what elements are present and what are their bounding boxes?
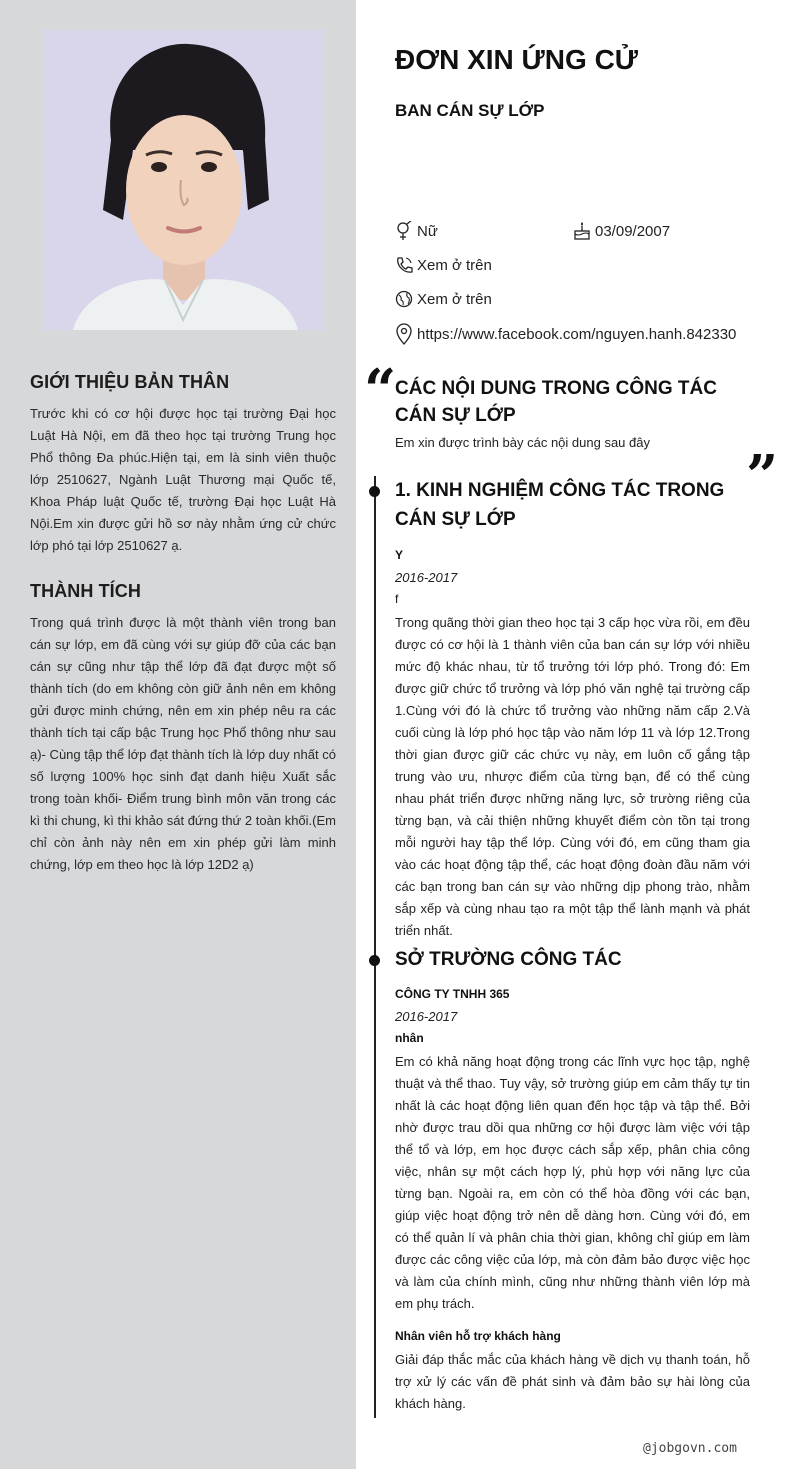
birthday-value: 03/09/2007: [595, 222, 671, 240]
phone-icon: [395, 255, 413, 275]
globe-icon: [395, 289, 413, 309]
strengths-role: nhân: [395, 1031, 424, 1045]
strengths-description-2: Giải đáp thắc mắc của khách hàng về dịch vụ thanh toán, hỗ trợ xử lý các vấn đề phát sinh và đảm bảo sự hài lòng của khách hàng.: [395, 1352, 750, 1411]
website-link[interactable]: https://www.facebook.com/nguyen.hanh.842330: [417, 325, 737, 343]
achievements-section: [30, 581, 336, 876]
about-section: [30, 372, 336, 557]
birthday-row: [573, 221, 670, 241]
content-intro: Em xin được trình bày các nội dung sau đây: [395, 435, 650, 450]
email-value: Xem ở trên: [417, 290, 492, 308]
profile-photo: [43, 30, 323, 330]
gender-icon: [395, 221, 413, 241]
website-row: [395, 323, 736, 345]
quote-close-icon: ”: [746, 443, 779, 509]
experience-org: Y: [395, 548, 404, 562]
timeline-dot: [369, 955, 380, 966]
strengths-heading: SỞ TRƯỜNG CÔNG TÁC: [395, 949, 622, 970]
gender-value: Nữ: [417, 222, 438, 240]
strengths-entry: [395, 987, 750, 1415]
experience-heading: 1. KINH NGHIỆM CÔNG TÁC TRONG CÁN SỰ LỚP: [395, 480, 725, 530]
watermark: @jobgovn.com: [643, 1441, 737, 1456]
timeline-line: [374, 476, 376, 1418]
strengths-description: Em có khả năng hoạt động trong các lĩnh vực học tập, nghệ thuật và thể thao. Tuy vậy, sở trường giúp em cảm thấy tự tin nhất là các hoạt động liên quan đến học tập và tập thể. Bởi nhờ được trau dồi qua những cơ hội được làm việc với tập thể tổ và lớp, em học được cách sắp xếp, phân chia công việc, nhân sự một cách hợp lý, phù hợp với năng lực của từng bạn. Ngoài ra, em còn có thể hòa đồng với các bạn, giúp việc hoạt động trở nên dễ dàng hơn. Cùng với đó, em có thể quản lí và phân chia thời gian, không chỉ giúp em làm được các công việc của lớp, mà còn đảm bảo được việc học và làm của chính mình, cũng như những thành viên lớp mà em phụ trách.: [395, 1054, 750, 1311]
experience-entry: [395, 548, 750, 942]
experience-role: f: [395, 592, 399, 606]
page-subtitle: BAN CÁN SỰ LỚP: [395, 101, 545, 120]
email-row: [395, 289, 492, 309]
phone-value: Xem ở trên: [417, 256, 492, 274]
strengths-date: 2016-2017: [395, 1009, 458, 1024]
location-pin-icon: [395, 323, 413, 345]
strengths-org: CÔNG TY TNHH 365: [395, 987, 510, 1001]
cake-icon: [573, 221, 591, 241]
about-text: Trước khi có cơ hội được học tại trường Đại học Luật Hà Nội, em đã theo học tại trường Trung học Phổ thông Đa phúc.Hiện tại, em là sinh viên thuộc lớp 2510627, Ngành Luật Thương mại Quốc tế, Khoa Pháp luật Quốc tế, trường Đại học Luật Hà Nội.Em xin được gửi hồ sơ này nhằm ứng cử chức lớp phó tại lớp 2510627 ạ.: [30, 406, 336, 553]
achievements-heading: THÀNH TÍCH: [30, 581, 141, 601]
experience-date: 2016-2017: [395, 570, 458, 585]
timeline-dot: [369, 486, 380, 497]
content-heading: CÁC NỘI DUNG TRONG CÔNG TÁC CÁN SỰ LỚP: [395, 378, 717, 426]
gender-row: [395, 221, 438, 241]
quote-open-icon: “: [364, 357, 397, 423]
strengths-role-2: Nhân viên hỗ trợ khách hàng: [395, 1329, 561, 1343]
page-title: ĐƠN XIN ỨNG CỬ: [395, 44, 639, 75]
experience-description: Trong quãng thời gian theo học tại 3 cấp học vừa rồi, em đều được có cơ hội là 1 thành viên của ban cán sự lớp với nhiều mức độ khác nhau, từ tổ trưởng tới lớp phó. Trong đó: Em được giữ chức tổ trưởng và lớp phó văn nghệ tại trường cấp 1.Cùng với đó là chức tổ trưởng vào những năm cấp 2.Và cuối cùng là lớp phó học tập vào năm lớp 11 và lớp 12.Trong thời gian được giữ các chức vụ này, em luôn cố gắng tập trung vào ưu, nhược điểm của từng bạn, để có thể cùng nhau phát triển được những năng lực, sở trường riêng của từng bạn, và cải thiện những khuyết điểm còn tồn tại trong mỗi người hay tập thể lớp. Cùng với đó, em cũng tham gia vào các hoạt động tập thể, các hoạt động đoàn đầu năm với các bạn trong ban cán sự vào những dịp phong trào, nhằm sắp xếp và cùng nhau tạo ra một tập thể lành mạnh và phát triển nhất.: [395, 615, 750, 938]
phone-row: [395, 255, 492, 275]
achievements-text: Trong quá trình được là một thành viên trong ban cán sự lớp, em đã cùng với sự giúp đỡ của các bạn cán sự cũng như tập thể lớp đã đạt được một số thành tích (do em không còn giữ ảnh nên em không gửi được minh chứng, nên em xin phép nêu ra các thành tích tại cấp bậc Trung học Phổ thông như sau ạ)- Cùng tập thể lớp đạt thành tích là lớp duy nhất có số lượng 100% học sinh đạt danh hiệu Xuất sắc trong toàn khối- Điểm trung bình môn văn trong các kì thi chung, kì thi khảo sát đứng thứ 2 toàn khối.(Em chỉ còn ảnh này nên em xin phép gửi làm minh chứng, lớp em theo học là lớp 12D2 ạ): [30, 615, 336, 872]
about-heading: GIỚI THIỆU BẢN THÂN: [30, 372, 230, 392]
